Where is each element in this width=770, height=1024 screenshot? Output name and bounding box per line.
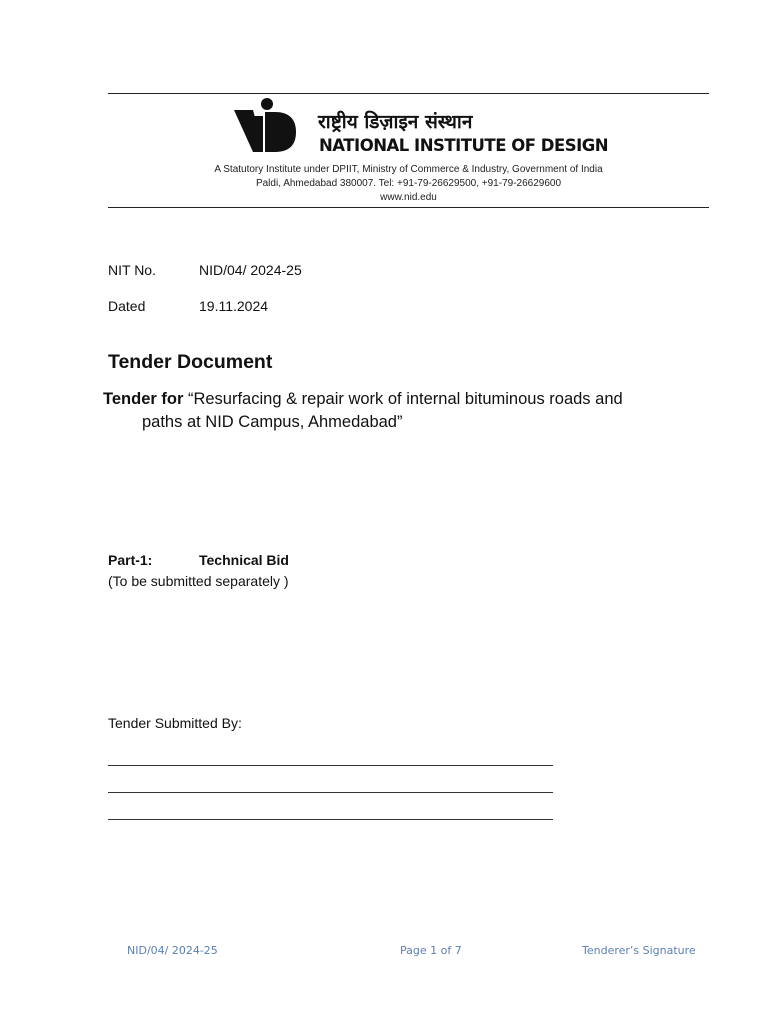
footer-page-number: Page 1 of 7: [400, 944, 462, 957]
submitter-line-2: [108, 792, 553, 793]
tender-subject-line-2: paths at NID Campus, Ahmedabad”: [142, 413, 403, 431]
document-title: Tender Document: [108, 351, 273, 373]
part-label: Part-1:: [108, 552, 153, 568]
nit-number-label: NIT No.: [108, 262, 156, 278]
footer-nit-number: NID/04/ 2024-25: [127, 944, 218, 957]
nid-logo-icon: [234, 98, 296, 154]
dated-label: Dated: [108, 298, 146, 314]
institute-statutory-line: A Statutory Institute under DPIIT, Ministry of Commerce & Industry, Government of India: [214, 164, 603, 175]
header-top-rule: [108, 93, 709, 94]
submitter-line-3: [108, 819, 553, 820]
institute-website: www.nid.edu: [380, 192, 437, 203]
part-value: Technical Bid: [199, 552, 289, 568]
institute-name-english: NATIONAL INSTITUTE OF DESIGN: [319, 136, 609, 155]
tender-for-lead: Tender for: [103, 390, 184, 408]
part-note: (To be submitted separately ): [108, 573, 289, 589]
header-bottom-rule: [108, 207, 709, 208]
dated-value: 19.11.2024: [199, 298, 269, 314]
submitter-line-1: [108, 765, 553, 766]
institute-name-hindi: राष्ट्रीय डिज़ाइन संस्थान: [318, 111, 473, 133]
footer-signature-label: Tenderer’s Signature: [582, 944, 696, 957]
tender-subject-line-1: [103, 390, 623, 409]
nit-number-value: NID/04/ 2024-25: [199, 262, 302, 278]
institute-address-line: Paldi, Ahmedabad 380007. Tel: +91-79-26629500, +91-79-26629600: [255, 178, 562, 189]
tender-subject-text-1: “Resurfacing & repair work of internal bituminous roads and: [183, 390, 623, 408]
tender-submitted-by-label: Tender Submitted By:: [108, 715, 242, 731]
